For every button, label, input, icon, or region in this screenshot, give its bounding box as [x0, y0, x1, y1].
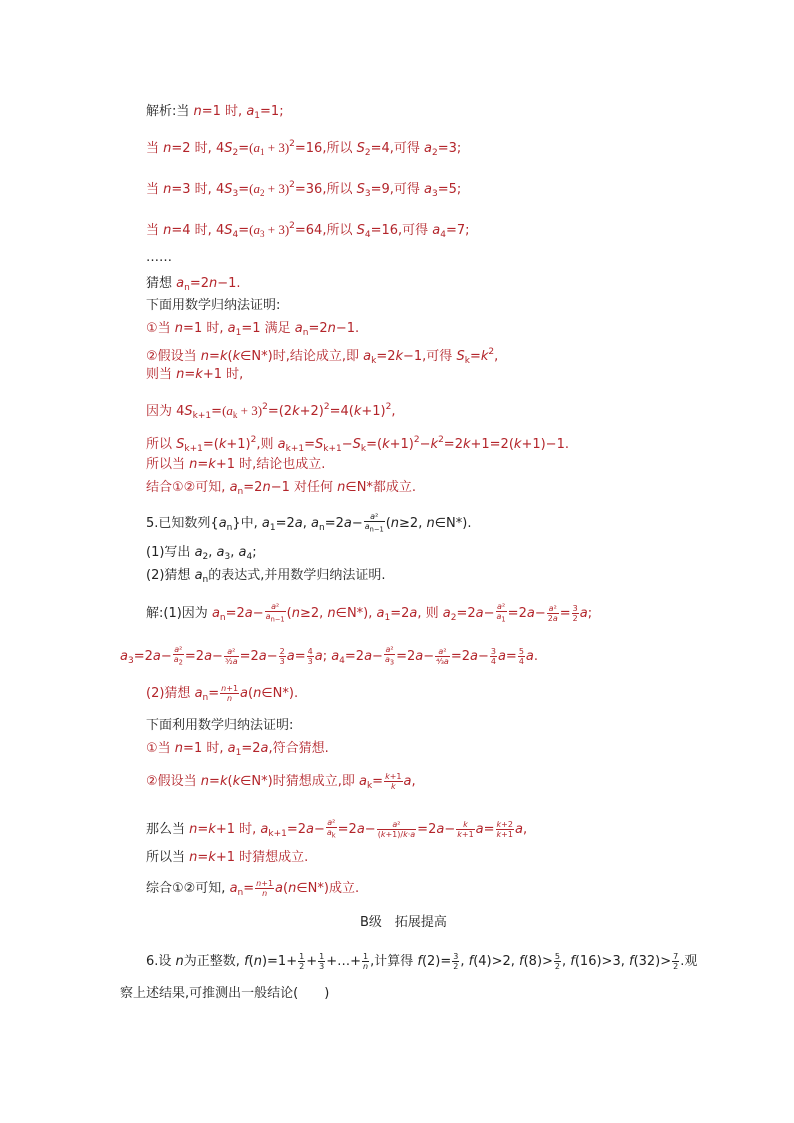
sol4-line-9: 则当 n=k+1 时,	[146, 367, 244, 382]
sol4-line-6: 下面用数学归纳法证明:	[146, 298, 281, 313]
sol4-line-10: 因为 $4S_{k+1}=(a_k + 3)^2=(2k+2)^2=4(k+1)^2$,	[146, 402, 396, 421]
q6-line-1: 6.设 n为正整数, f(n)=1+ $\frac{1}{2}$ + $\frac{1}{3}$ +…+ $\frac{1}{n}$ ,计算得 f(2)= $\frac{3}{2}$ , f(4)>2, f(8)> $\frac{5}{2}$ , f(16)>3, f(32)> $\frac{7}{2}$ .观	[146, 952, 698, 971]
sol5-line-7: 那么当 n=k+1 时, $a_{k+1}=2a-$ $\frac{\text{a²}}{a_k}$ =2a− $\frac{\text{a²}}{(k+1)/k\cdot a}$ =2a− $\frac{k}{k+1}$ a= $\frac{k+2}{k+1}$ a,	[146, 818, 528, 840]
q5-part2: (2)猜想 $a_n$的表达式,并用数学归纳法证明.	[146, 568, 386, 585]
sol4-line-8: ②假设当 n=k(k∈N*)时,结论成立,即 $a_k=2k-1$,可得 $S_k=k^2$,	[146, 347, 499, 366]
sol5-line-9: 综合①②可知, $a_n=$ $\frac{n+1}{n}$ a(n∈N*)成立.	[146, 879, 360, 898]
sol4-line-3: 当 n=3 时, $4S_3=(a_2 + 3)^2=36$,所以 $S_3=9$,可得 $a_3=5$;	[146, 180, 462, 199]
sol5-line-4: 下面利用数学归纳法证明:	[146, 718, 294, 733]
sol4-line-1: 解析:当 n=1 时, $a_1=1$;	[146, 104, 284, 121]
ellipsis: ……	[146, 250, 172, 265]
sol5-line-3: (2)猜想 $a_n=$ $\frac{n+1}{n}$ a(n∈N*).	[146, 684, 299, 703]
section-heading: B级 拓展提高	[360, 915, 447, 930]
sol5-line-2: $a_3=2a-$ $\frac{\text{a²}}{a_2}$ =2a− $\frac{\text{a²}}{\text{³⁄₂a}}$ =2a− $\frac{2}{3}$ a= $\frac{4}{3}$ a; $a_4=2a-$ $\frac{\text{a²}}{a_3}$ =2a− $\frac{\text{a²}}{\text{⁴⁄₃a}}$ =2a− $\frac{3}{4}$ a= $\frac{5}{4}$ a.	[120, 645, 539, 667]
q6-line-2: 察上述结果,可推测出一般结论( )	[120, 986, 330, 1001]
q5-part1: (1)写出 $a_2$, $a_3$, $a_4$;	[146, 545, 257, 562]
sol5-line-1: 解:(1)因为 $a_n=2a-$ $\frac{\text{a²}}{a_{n-1}}$ (n≥2, n∈N*), $a_1=2a$, 则 $a_2=2a-$ $\frac{\text{a²}}{a_1}$ =2a− $\frac{\text{a²}}{2a}$ = $\frac{3}{2}$ a;	[146, 602, 593, 624]
q5-stem: 5.已知数列$\{a_n\}$中, $a_1=2a$, $a_n=2a-$ $\frac{\text{a²}}{a_{n-1}}$ (n≥2, n∈N*).	[146, 512, 472, 534]
sol5-line-6: ②假设当 n=k(k∈N*)时猜想成立,即 $a_k=$ $\frac{k+1}{k}$ a,	[146, 772, 416, 791]
sol4-line-13: 结合①②可知, $a_n=2n-1$ 对任何 n∈N*都成立.	[146, 480, 417, 497]
sol5-line-8: 所以当 n=k+1 时猜想成立.	[146, 850, 309, 865]
sol5-line-5: ①当 n=1 时, $a_1=2a$,符合猜想.	[146, 741, 329, 758]
sol4-line-2: 当 n=2 时, $4S_2=(a_1 + 3)^2=16$,所以 $S_2=4$,可得 $a_2=3$;	[146, 139, 462, 158]
sol4-line-11: 所以 $S_{k+1}=(k+1)^2$,则 $a_{k+1}=S_{k+1}-S_k=(k+1)^2-k^2=2k+1=2(k+1)-1$.	[146, 435, 569, 454]
sol4-line-12: 所以当 n=k+1 时,结论也成立.	[146, 457, 326, 472]
sol4-line-4: 当 n=4 时, $4S_4=(a_3 + 3)^2=64$,所以 $S_4=16$,可得 $a_4=7$;	[146, 221, 470, 240]
sol4-line-7: ①当 n=1 时, $a_1=1$ 满足 $a_n=2n-1$.	[146, 321, 360, 338]
sol4-line-5: 猜想 $a_n=2n-1$.	[146, 276, 241, 293]
